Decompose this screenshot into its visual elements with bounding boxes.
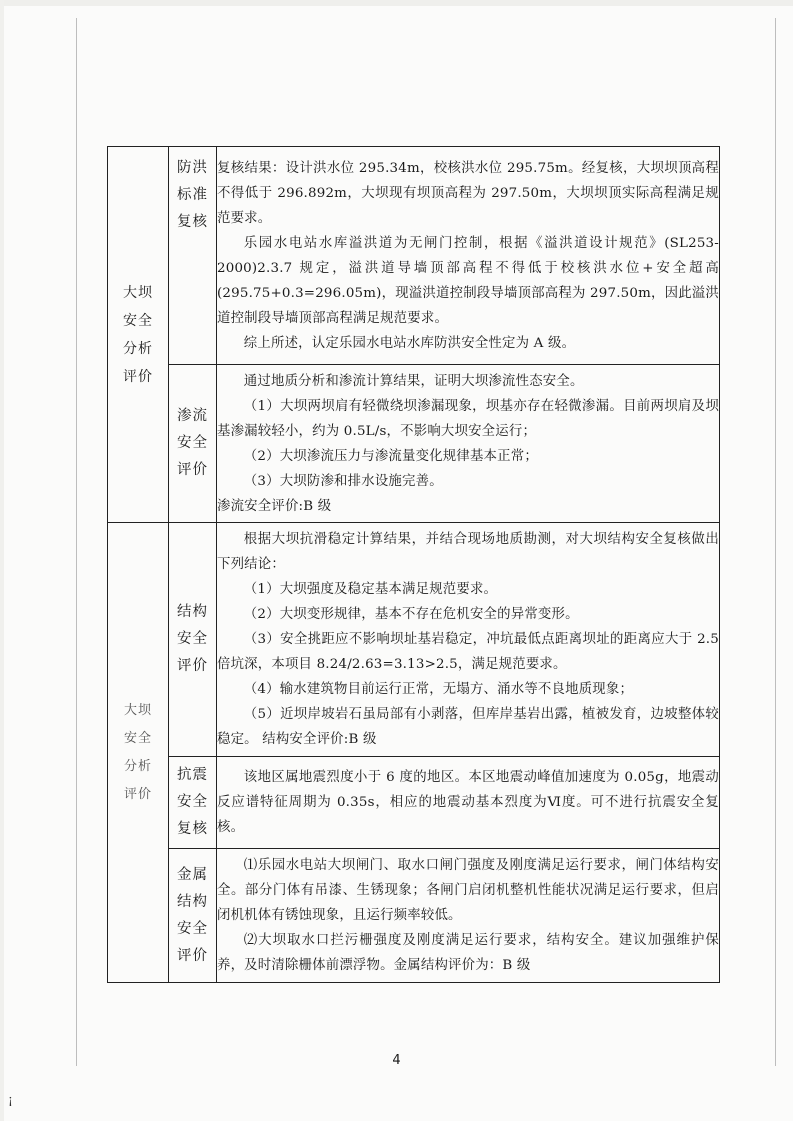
label-text: 安全 bbox=[177, 631, 208, 647]
category-text: 分析 bbox=[123, 758, 152, 774]
content-structure-safety bbox=[217, 523, 720, 757]
label-text: 评价 bbox=[177, 658, 208, 674]
label-text: 复核 bbox=[177, 821, 208, 837]
label-text: 结构 bbox=[177, 604, 208, 620]
category-text: 安全 bbox=[123, 312, 153, 329]
paragraph: ⑵大坝取水口拦污栅强度及刚度满足运行要求，结构安全。建议加强维护保养，及时清除栅体前漂浮物。金属结构评价为：B 级 bbox=[217, 933, 719, 973]
label-text: 抗震 bbox=[177, 767, 208, 783]
scan-edge-top bbox=[0, 0, 793, 6]
label-metal-structure bbox=[169, 849, 217, 983]
label-seismic-review bbox=[169, 757, 217, 849]
paragraph: ⑴乐园水电站大坝闸门、取水口闸门强度及刚度满足运行要求，闸门体结构安全。部分门体有吊漆、生锈现象；各闸门启闭机整机性能状况满足运行要求，但启闭机机体有锈蚀现象，且运行频率较低。 bbox=[217, 858, 719, 923]
label-structure-safety bbox=[169, 523, 217, 757]
table-row bbox=[108, 365, 720, 523]
label-text: 渗流 bbox=[177, 408, 208, 424]
category-text: 大坝 bbox=[123, 702, 152, 718]
label-text: 标准 bbox=[177, 187, 208, 203]
dam-safety-table bbox=[107, 146, 720, 983]
category-cell-dam-safety-1 bbox=[108, 147, 169, 523]
paragraph: （2）大坝变形规律，基本不存在危机安全的异常变形。 bbox=[243, 607, 579, 622]
content-seepage-safety bbox=[217, 365, 720, 523]
paragraph: 复核结果：设计洪水位 295.34m，校核洪水位 295.75m。经复核，大坝坝顶高程不得低于 296.892m，大坝现有坝顶高程为 297.50m，大坝坝顶实际高程满足规范要求。 bbox=[217, 160, 719, 226]
table-row bbox=[108, 147, 720, 365]
label-text: 评价 bbox=[177, 947, 208, 964]
paragraph: 根据大坝抗滑稳定计算结果，并结合现场地质勘测，对大坝结构安全复核做出下列结论： bbox=[217, 532, 719, 572]
page-number: 4 bbox=[392, 1053, 401, 1068]
content-seismic-review bbox=[217, 757, 720, 849]
paragraph: （3）大坝防渗和排水设施完善。 bbox=[243, 473, 443, 489]
label-text: 复核 bbox=[177, 214, 208, 230]
margin-mark: ¡ bbox=[8, 1093, 13, 1107]
label-seepage-safety bbox=[169, 365, 217, 523]
label-text: 安全 bbox=[177, 920, 208, 937]
label-text: 安全 bbox=[177, 794, 208, 810]
paragraph: （4）输水建筑物目前运行正常，无塌方、涌水等不良地质现象； bbox=[243, 682, 634, 697]
paragraph: （1）大坝两坝肩有轻微绕坝渗漏现象，坝基亦存在轻微渗漏。目前两坝肩及坝基渗漏较轻小，约为 0.5L/s，不影响大坝安全运行； bbox=[217, 398, 719, 439]
category-text: 评价 bbox=[123, 368, 153, 385]
content-metal-structure bbox=[217, 849, 720, 983]
paragraph: 渗流安全评价:B 级 bbox=[217, 498, 332, 514]
paragraph: 综上所述，认定乐园水电站水库防洪安全性定为 A 级。 bbox=[243, 335, 576, 351]
category-cell-dam-safety-2 bbox=[108, 523, 169, 983]
label-flood-standard bbox=[169, 147, 217, 365]
label-text: 金属 bbox=[177, 866, 208, 883]
paragraph: （1）大坝强度及稳定基本满足规范要求。 bbox=[243, 582, 498, 597]
paragraph: 该地区属地震烈度小于 6 度的地区。本区地震动峰值加速度为 0.05g，地震动反应谱特征周期为 0.35s，相应的地震动基本烈度为Ⅵ度。可不进行抗震安全复核。 bbox=[217, 770, 719, 835]
label-text: 评价 bbox=[177, 462, 208, 478]
scan-edge-left bbox=[0, 0, 4, 1121]
label-text: 安全 bbox=[177, 435, 208, 451]
label-text: 防洪 bbox=[177, 160, 208, 176]
category-text: 安全 bbox=[123, 730, 152, 746]
category-text: 大坝 bbox=[123, 284, 153, 301]
paragraph: 通过地质分析和渗流计算结果，证明大坝渗流性态安全。 bbox=[243, 373, 584, 389]
category-text: 评价 bbox=[123, 786, 152, 802]
paragraph: （2）大坝渗流压力与渗流量变化规律基本正常； bbox=[243, 448, 538, 464]
label-text: 结构 bbox=[177, 893, 208, 910]
paragraph: （5）近坝岸坡岩石虽局部有小剥落，但库岸基岩出露，植被发育，边坡整体较稳定。 结构安全评价:B 级 bbox=[217, 707, 719, 747]
paragraph: 乐园水电站水库溢洪道为无闸门控制，根据《溢洪道设计规范》(SL253-2000)2.3.7 规定，溢洪道导墙顶部高程不得低于校核洪水位+安全超高(295.75+0.3=296.05m)，现溢洪道控制段导墙顶部高程为 297.50m，因此溢洪道控制段导墙顶部高程满足规范要求。 bbox=[217, 235, 719, 326]
table-row bbox=[108, 849, 720, 983]
paragraph: （3）安全挑距应不影响坝址基岩稳定，冲坑最低点距离坝址的距离应大于 2.5 倍坑深，本项目 8.24/2.63=3.13>2.5，满足规范要求。 bbox=[217, 632, 719, 672]
table-row bbox=[108, 523, 720, 757]
table-row bbox=[108, 757, 720, 849]
content-flood-standard bbox=[217, 147, 720, 365]
category-text: 分析 bbox=[123, 340, 153, 357]
